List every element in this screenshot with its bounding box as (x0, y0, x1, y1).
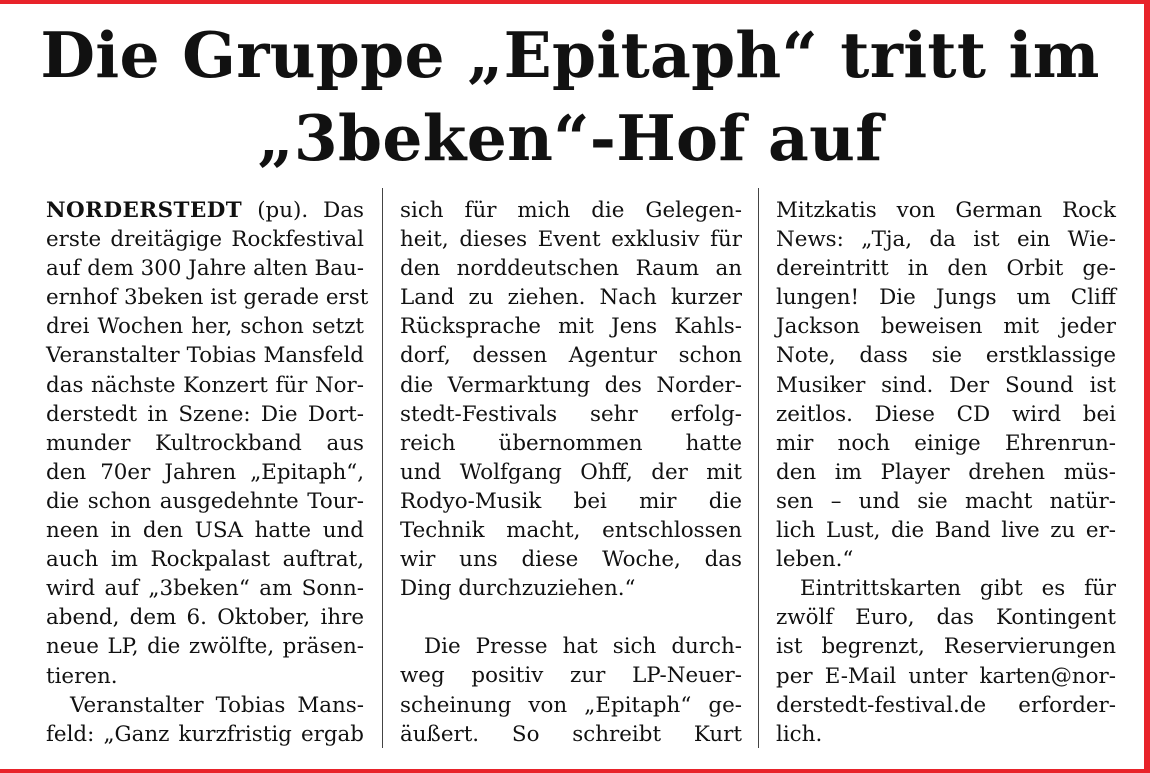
headline-line-2: „3beken“-Hof auf (257, 101, 883, 175)
article-line: Rodyo-Musik bei mir die (400, 488, 742, 514)
article-line: Technik macht, entschlossen (400, 518, 742, 544)
article-line: und Wolfgang Ohff, der mit (400, 459, 742, 485)
article-line: per E-Mail unter karten@nor- (776, 663, 1116, 689)
article-line: derstedt in Szene: Die Dort- (46, 401, 364, 427)
article-line: zwölf Euro, das Kontingent (776, 605, 1116, 631)
article-line: scheinung von „Epitaph“ ge- (400, 692, 742, 718)
article-line: wir uns diese Woche, das (400, 547, 742, 573)
column-rule-1 (382, 188, 383, 748)
headline (0, 14, 1140, 180)
article-line: NORDERSTEDT (pu). Das (46, 198, 364, 223)
article-line: ernhof 3beken ist gerade erst (46, 285, 369, 311)
article-line: Eintrittskarten gibt es für (800, 576, 1116, 602)
article-line: Rücksprache mit Jens Kahls- (400, 314, 742, 340)
article-line: leben.“ (776, 547, 854, 573)
article-line: erste dreitägige Rockfestival (46, 227, 364, 253)
paragraph-gap (400, 603, 742, 632)
article-line: auch im Rockpalast auftrat, (46, 547, 364, 573)
article-line: auf dem 300 Jahre alten Bau- (46, 256, 364, 282)
article-line: lich Lust, die Band live zu er- (776, 518, 1116, 544)
article-line: derstedt-festival.de erforder- (776, 692, 1116, 718)
article-line: zeitlos. Diese CD wird bei (776, 401, 1116, 427)
article-line: dorf, dessen Agentur schon (400, 343, 742, 369)
article-line: Mitzkatis von German Rock (776, 198, 1116, 223)
article-line: heit, dieses Event exklusiv für (400, 227, 742, 253)
article-column-3 (776, 196, 1116, 749)
article-line: den norddeutschen Raum an (400, 256, 742, 282)
article-line: äußert. So schreibt Kurt (400, 721, 742, 747)
article-line: reich übernommen hatte (400, 430, 742, 456)
article-line: abend, dem 6. Oktober, ihre (46, 605, 364, 631)
article-line: die schon ausgedehnte Tour- (46, 488, 364, 514)
article-line: Jackson beweisen mit jeder (776, 314, 1116, 340)
dateline: NORDERSTEDT (46, 198, 243, 223)
article-line: feld: „Ganz kurzfristig ergab (46, 721, 364, 747)
article-line: Note, dass sie erstklassige (776, 343, 1116, 369)
article-line: Musiker sind. Der Sound ist (776, 372, 1116, 398)
article-line: drei Wochen her, schon setzt (46, 314, 364, 340)
headline-line-1: Die Gruppe „Epitaph“ tritt im (40, 18, 1100, 92)
article-line: den 70er Jahren „Epitaph“, (46, 459, 364, 485)
article-column-1 (46, 196, 369, 749)
article-line: tieren. (46, 663, 118, 689)
article-line: Land zu ziehen. Nach kurzer (400, 285, 742, 311)
article-line: ist begrenzt, Reservierungen (776, 634, 1116, 660)
article-line: mir noch einige Ehrenrun- (776, 430, 1116, 456)
article-line: munder Kultrockband aus (46, 430, 364, 456)
article-line: Ding durchzuziehen.“ (400, 576, 636, 602)
column-rule-2 (758, 188, 759, 748)
article-column-2 (400, 196, 742, 749)
article-line: den im Player drehen müs- (776, 459, 1116, 485)
article-line: neue LP, die zwölfte, präsen- (46, 634, 364, 660)
article-line: Veranstalter Tobias Mans- (70, 692, 364, 718)
article-line: weg positiv zur LP-Neuer- (400, 663, 742, 689)
article-line: sich für mich die Gelegen- (400, 198, 742, 223)
article-line: Veranstalter Tobias Mansfeld (46, 343, 364, 369)
article-line: dereintritt in den Orbit ge- (776, 256, 1116, 282)
article-line: neen in den USA hatte und (46, 518, 364, 544)
article-line: lich. (776, 721, 823, 747)
article-line: Die Presse hat sich durch- (424, 634, 742, 660)
article-line: News: „Tja, da ist ein Wie- (776, 227, 1116, 253)
article-line: das nächste Konzert für Nor- (46, 372, 364, 398)
article-line: lungen! Die Jungs um Cliff (776, 285, 1116, 311)
article-line: die Vermarktung des Norder- (400, 372, 742, 398)
article-line: wird auf „3beken“ am Sonn- (46, 576, 364, 602)
article-line: sen – und sie macht natür- (776, 488, 1116, 514)
article-line: stedt-Festivals sehr erfolg- (400, 401, 742, 427)
